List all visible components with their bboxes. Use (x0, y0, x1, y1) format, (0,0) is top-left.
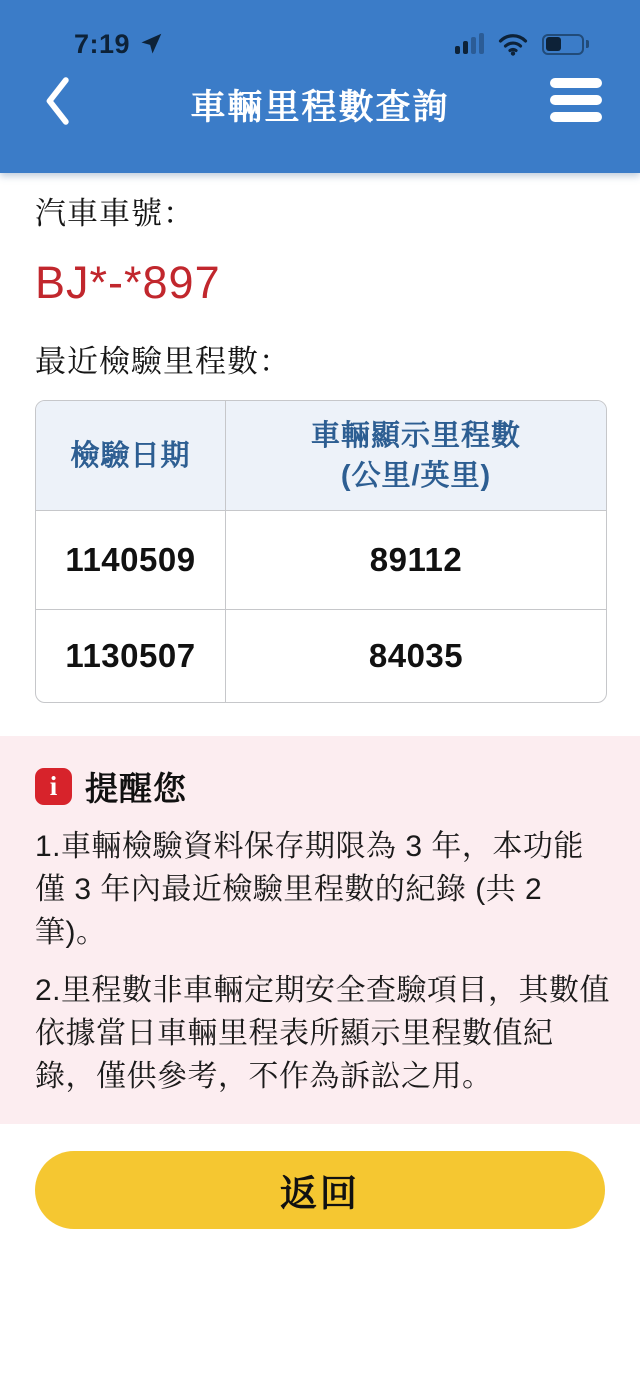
main-content (0, 196, 640, 703)
reminder-title: 提醒您 (85, 770, 187, 807)
nav-bar (0, 62, 640, 162)
plate-label: 汽車車號： (35, 196, 195, 231)
cell-mileage-value: 84035 (368, 637, 464, 674)
plate-number-value: BJ*-*897 (35, 257, 221, 308)
cell-inspection-date: 1140509 (36, 511, 226, 609)
table-header-row (36, 401, 606, 510)
location-arrow-icon (138, 31, 164, 57)
hamburger-menu-icon (550, 78, 602, 122)
reminder-heading (35, 763, 612, 810)
reminder-item-1: 1.車輛檢驗資料保存期限為 3 年，本功能僅 3 年內最近檢驗里程數的紀錄 (共 2 筆)。 (35, 830, 584, 949)
info-icon: i (35, 768, 72, 805)
table-header-mileage-line2: (公里/英里) (340, 459, 492, 492)
table-header-date: 檢驗日期 (36, 401, 226, 510)
app-header (0, 0, 640, 173)
return-button[interactable]: 返回 (35, 1151, 605, 1229)
page-title: 車輛里程數查詢 (190, 88, 450, 127)
reminder-notice (0, 736, 640, 1124)
table-header-mileage-line1: 車輛顯示里程數 (310, 419, 521, 452)
cell-mileage-value: 89112 (369, 541, 463, 578)
mileage-label: 最近檢驗里程數： (35, 344, 291, 379)
wifi-icon (498, 33, 528, 56)
reminder-item-2: 2.里程數非車輛定期安全查驗項目，其數值依據當日車輛里程表所顯示里程數值紀錄，僅供參考，不作為訴訟之用。 (35, 974, 611, 1093)
mileage-table (35, 400, 607, 703)
status-bar (0, 0, 640, 62)
hamburger-menu-button[interactable] (550, 74, 602, 126)
table-row (36, 510, 606, 609)
table-row (36, 609, 606, 702)
battery-icon (542, 34, 584, 55)
cellular-signal-icon (455, 34, 484, 56)
table-header-mileage (226, 401, 606, 510)
status-time: 7:19 (74, 28, 131, 59)
cell-inspection-date: 1130507 (36, 610, 226, 702)
